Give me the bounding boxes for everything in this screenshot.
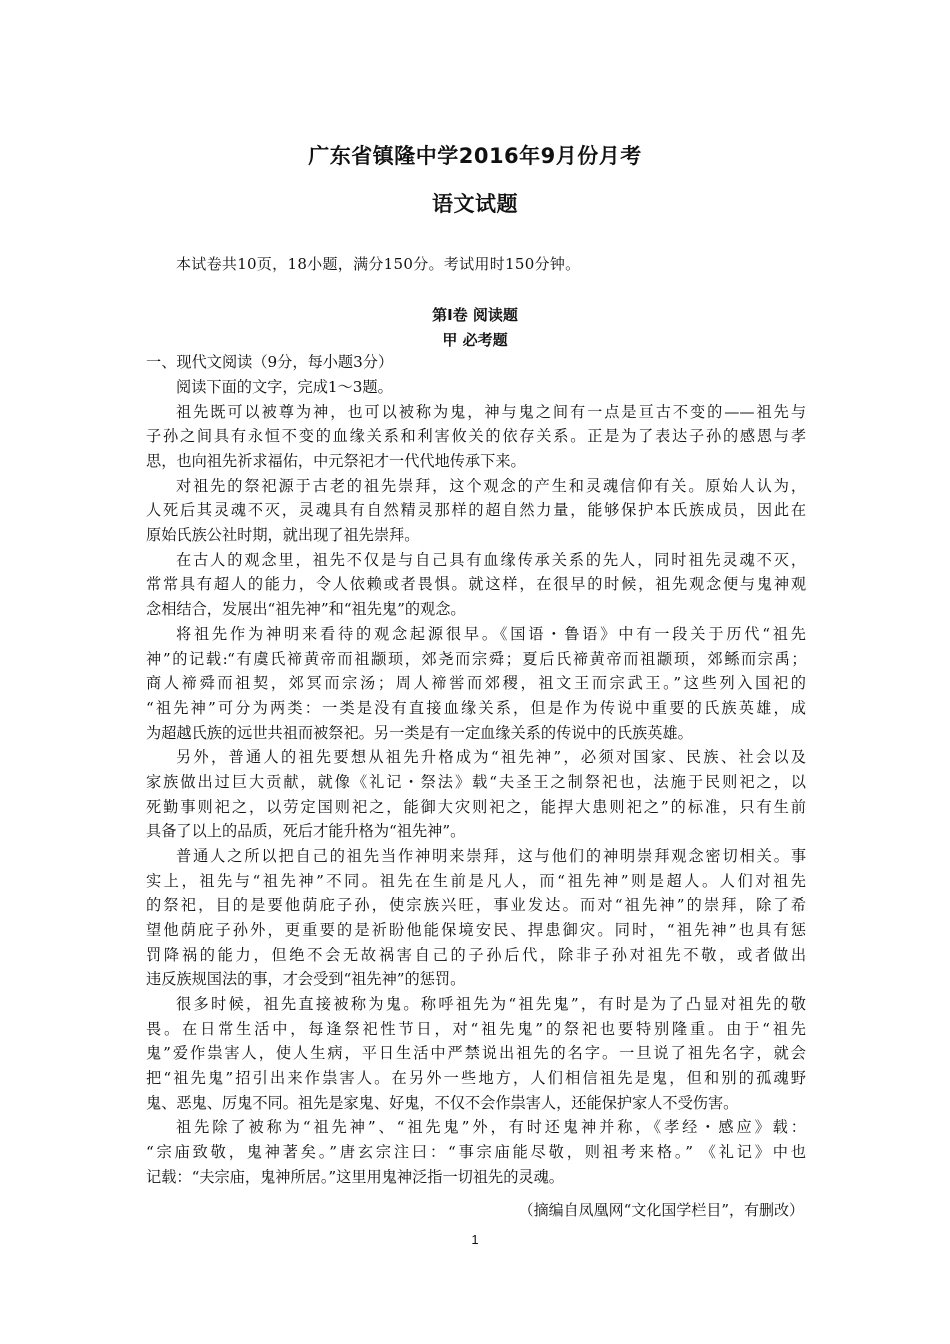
text-line: “祖先神”可分为两类：一类是没有直接血缘关系，但是作为传说中重要的氏族英雄，成 <box>146 699 806 717</box>
text-line: 原始氏族公社时期，就出现了祖先崇拜。 <box>146 526 420 544</box>
text-line: 鬼、恶鬼、厉鬼不同。祖先是家鬼、好鬼，不仅不会作祟害人，还能保护家人不受伤害。 <box>146 1094 739 1112</box>
instruction: 阅读下面的文字，完成1～3题。 <box>176 378 393 396</box>
text-line: 念相结合，发展出“祖先神”和“祖先鬼”的观念。 <box>146 600 466 618</box>
text-line: 实上，祖先与“祖先神”不同。祖先在生前是凡人，而“祖先神”则是超人。人们对祖先 <box>146 872 806 890</box>
source-citation: （摘编自凤凰网“文化国学栏目”，有删改） <box>518 1201 804 1219</box>
text-line: 将祖先作为神明来看待的观念起源很早。《国语・鲁语》中有一段关于历代“祖先 <box>176 625 806 643</box>
text-line: 神”的记载:“有虞氏禘黄帝而祖颛顼，郊尧而宗舜；夏后氏禘黄帝而祖颛顼，郊鲧而宗禹； <box>146 650 806 668</box>
question-heading: 一、现代文阅读（9分，每小题3分） <box>146 353 394 371</box>
text-line: 另外，普通人的祖先要想从祖先升格成为“祖先神”，必须对国家、民族、社会以及 <box>176 748 806 766</box>
text-line: 的祭祀，目的是要他荫庇子孙，使宗族兴旺，事业发达。而对“祖先神”的崇拜，除了希 <box>146 896 806 914</box>
text-line: 子孙之间具有永恒不变的血缘关系和利害攸关的依存关系。正是为了表达子孙的感恩与孝 <box>146 427 806 445</box>
text-line: 具备了以上的品质，死后才能升格为“祖先神”。 <box>146 822 466 840</box>
text-line: 人死后其灵魂不灭，灵魂具有自然精灵那样的超自然力量，能够保护本氏族成员，因此在 <box>146 501 806 519</box>
text-line: 鬼”爱作祟害人，使人生病，平日生活中严禁说出祖先的名字。一旦说了祖先名字，就会 <box>146 1044 806 1062</box>
text-line: 商人禘舜而祖契，郊冥而宗汤；周人禘喾而郊稷，祖文王而宗武王。”这些列入国祀的 <box>146 674 806 692</box>
text-line: 违反族规国法的事，才会受到“祖先神”的惩罚。 <box>146 970 466 988</box>
text-line: 常常具有超人的能力，令人依赖或者畏惧。就这样，在很早的时候，祖先观念便与鬼神观 <box>146 575 806 593</box>
exam-subtitle: 语文试题 <box>432 192 518 216</box>
text-line: 记载：“夫宗庙，鬼神所居。”这里用鬼神泛指一切祖先的灵魂。 <box>146 1168 564 1186</box>
text-line: 为超越氏族的远世共祖而被祭祀。另一类是有一定血缘关系的传说中的氏族英雄。 <box>146 724 693 742</box>
text-line: 在古人的观念里，祖先不仅是与自己具有血缘传承关系的先人，同时祖先灵魂不灭， <box>176 551 806 569</box>
text-line: 家族做出过巨大贡献，就像《礼记・祭法》载“夫圣王之制祭祀也，法施于民则祀之，以 <box>146 773 806 791</box>
text-line: 畏。在日常生活中，每逢祭祀性节日，对“祖先鬼”的祭祀也要特别隆重。由于“祖先 <box>146 1020 806 1038</box>
volume-heading: 第Ⅰ卷 阅读题 <box>432 306 518 324</box>
text-line: 对祖先的祭祀源于古老的祖先崇拜，这个观念的产生和灵魂信仰有关。原始人认为， <box>176 477 806 495</box>
text-line: 普通人之所以把自己的祖先当作神明来崇拜，这与他们的神明崇拜观念密切相关。事 <box>176 847 806 865</box>
page-number: 1 <box>471 1232 479 1247</box>
text-line: 望他荫庇子孙外，更重要的是祈盼他能保境安民、捍患御灾。同时，“祖先神”也具有惩 <box>146 921 806 939</box>
text-line: 罚降祸的能力，但绝不会无故祸害自己的子孙后代，除非子孙对祖先不敬，或者做出 <box>146 946 806 964</box>
text-line: 思，也向祖先祈求福佑，中元祭祀才一代代地传承下来。 <box>146 452 526 470</box>
exam-title: 广东省镇隆中学2016年9月份月考 <box>308 144 642 168</box>
text-line: 祖先既可以被尊为神，也可以被称为鬼，神与鬼之间有一点是亘古不变的——祖先与 <box>176 403 806 421</box>
text-line: “宗庙致敬，鬼神著矣。”唐玄宗注曰：“事宗庙能尽敬，则祖考来格。” 《礼记》中也 <box>146 1143 806 1161</box>
text-line: 死勤事则祀之，以劳定国则祀之，能御大灾则祀之，能捍大患则祀之”的标准，只有生前 <box>146 798 806 816</box>
exam-info: 本试卷共10页，18小题，满分150分。考试用时150分钟。 <box>176 255 581 273</box>
text-line: 祖先除了被称为“祖先神”、“祖先鬼”外，有时还鬼神并称，《孝经・感应》载： <box>176 1118 806 1136</box>
part-heading: 甲 必考题 <box>442 331 508 349</box>
text-line: 很多时候，祖先直接被称为鬼。称呼祖先为“祖先鬼”，有时是为了凸显对祖先的敬 <box>176 995 806 1013</box>
text-line: 把“祖先鬼”招引出来作祟害人。在另外一些地方，人们相信祖先是鬼，但和别的孤魂野 <box>146 1069 806 1087</box>
